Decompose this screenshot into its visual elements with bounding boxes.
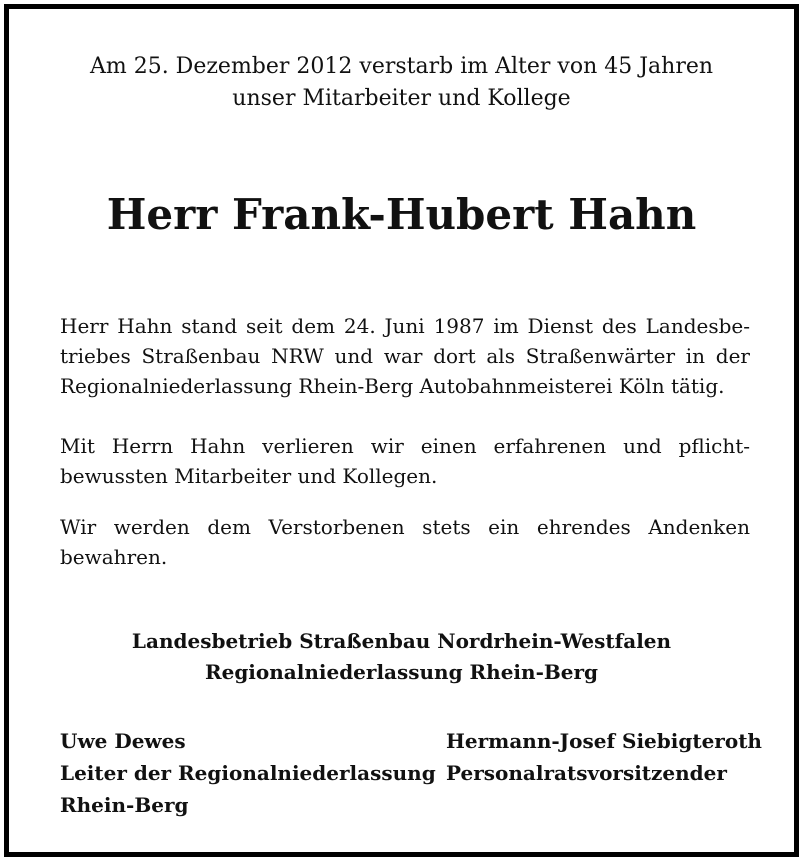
paragraph-line: triebes Straßenbau NRW und war dort als Straßenwärter in der [60, 344, 750, 368]
intro-line-1: Am 25. Dezember 2012 verstarb im Alter von 45 Jahren [89, 54, 714, 79]
paragraph-line: Regionalniederlassung Rhein-Berg Autobahnmeisterei Köln tätig. [60, 374, 725, 398]
organization-block [9, 626, 794, 688]
organization-branch: Regionalniederlassung Rhein-Berg [204, 660, 599, 684]
paragraph-line: bewussten Mitarbeiter und Kollegen. [60, 464, 438, 488]
paragraph-line: Wir werden dem Verstorbenen stets ein ehrendes Andenken [60, 515, 750, 539]
signatory-right [446, 725, 762, 789]
intro-text [9, 51, 794, 115]
signatory-left [60, 725, 436, 821]
paragraph-loss [60, 431, 750, 491]
organization-name: Landesbetrieb Straßenbau Nordrhein-Westfalen [131, 629, 672, 653]
intro-line-2: unser Mitarbeiter und Kollege [232, 86, 571, 111]
deceased-name: Herr Frank-Hubert Hahn [106, 190, 697, 239]
signatory-name: Hermann-Josef Siebigteroth [446, 729, 762, 753]
signatory-title: Leiter der Regionalniederlassung [60, 761, 436, 785]
signatory-name: Uwe Dewes [60, 729, 186, 753]
paragraph-line: bewahren. [60, 545, 168, 569]
paragraph-line: Mit Herrn Hahn verlieren wir einen erfahrenen und pflicht- [60, 434, 750, 458]
signatory-title-continued: Rhein-Berg [60, 793, 189, 817]
paragraph-service [60, 311, 750, 401]
signatory-title: Personalratsvorsitzender [446, 761, 727, 785]
obituary-frame [4, 4, 799, 857]
paragraph-remembrance [60, 512, 750, 572]
paragraph-line: Herr Hahn stand seit dem 24. Juni 1987 im Dienst des Landesbe- [60, 314, 750, 338]
